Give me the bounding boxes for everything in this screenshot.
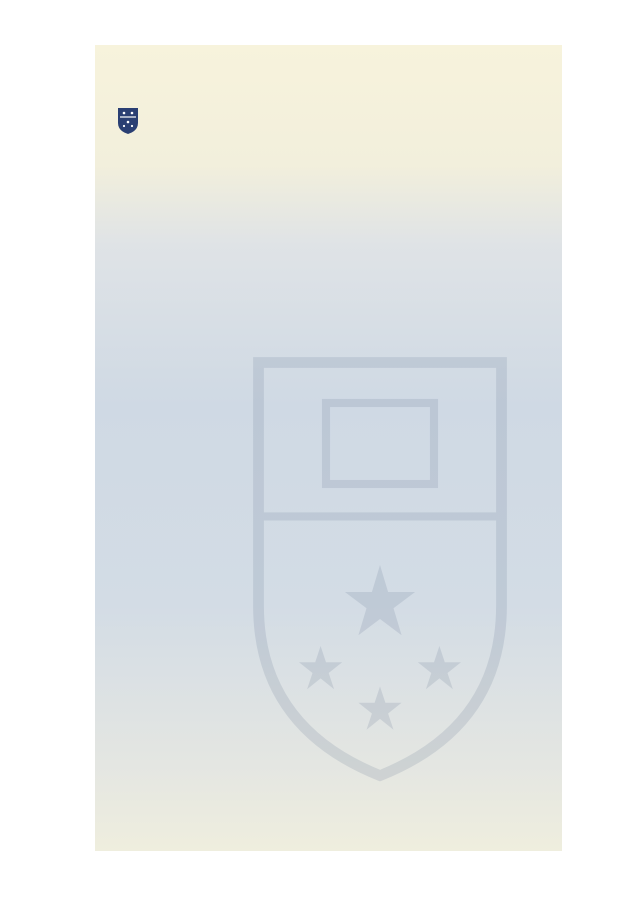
transcript-page xyxy=(95,45,562,851)
crest-watermark xyxy=(245,345,515,785)
shield-icon xyxy=(117,107,139,135)
monash-logo xyxy=(117,107,145,135)
